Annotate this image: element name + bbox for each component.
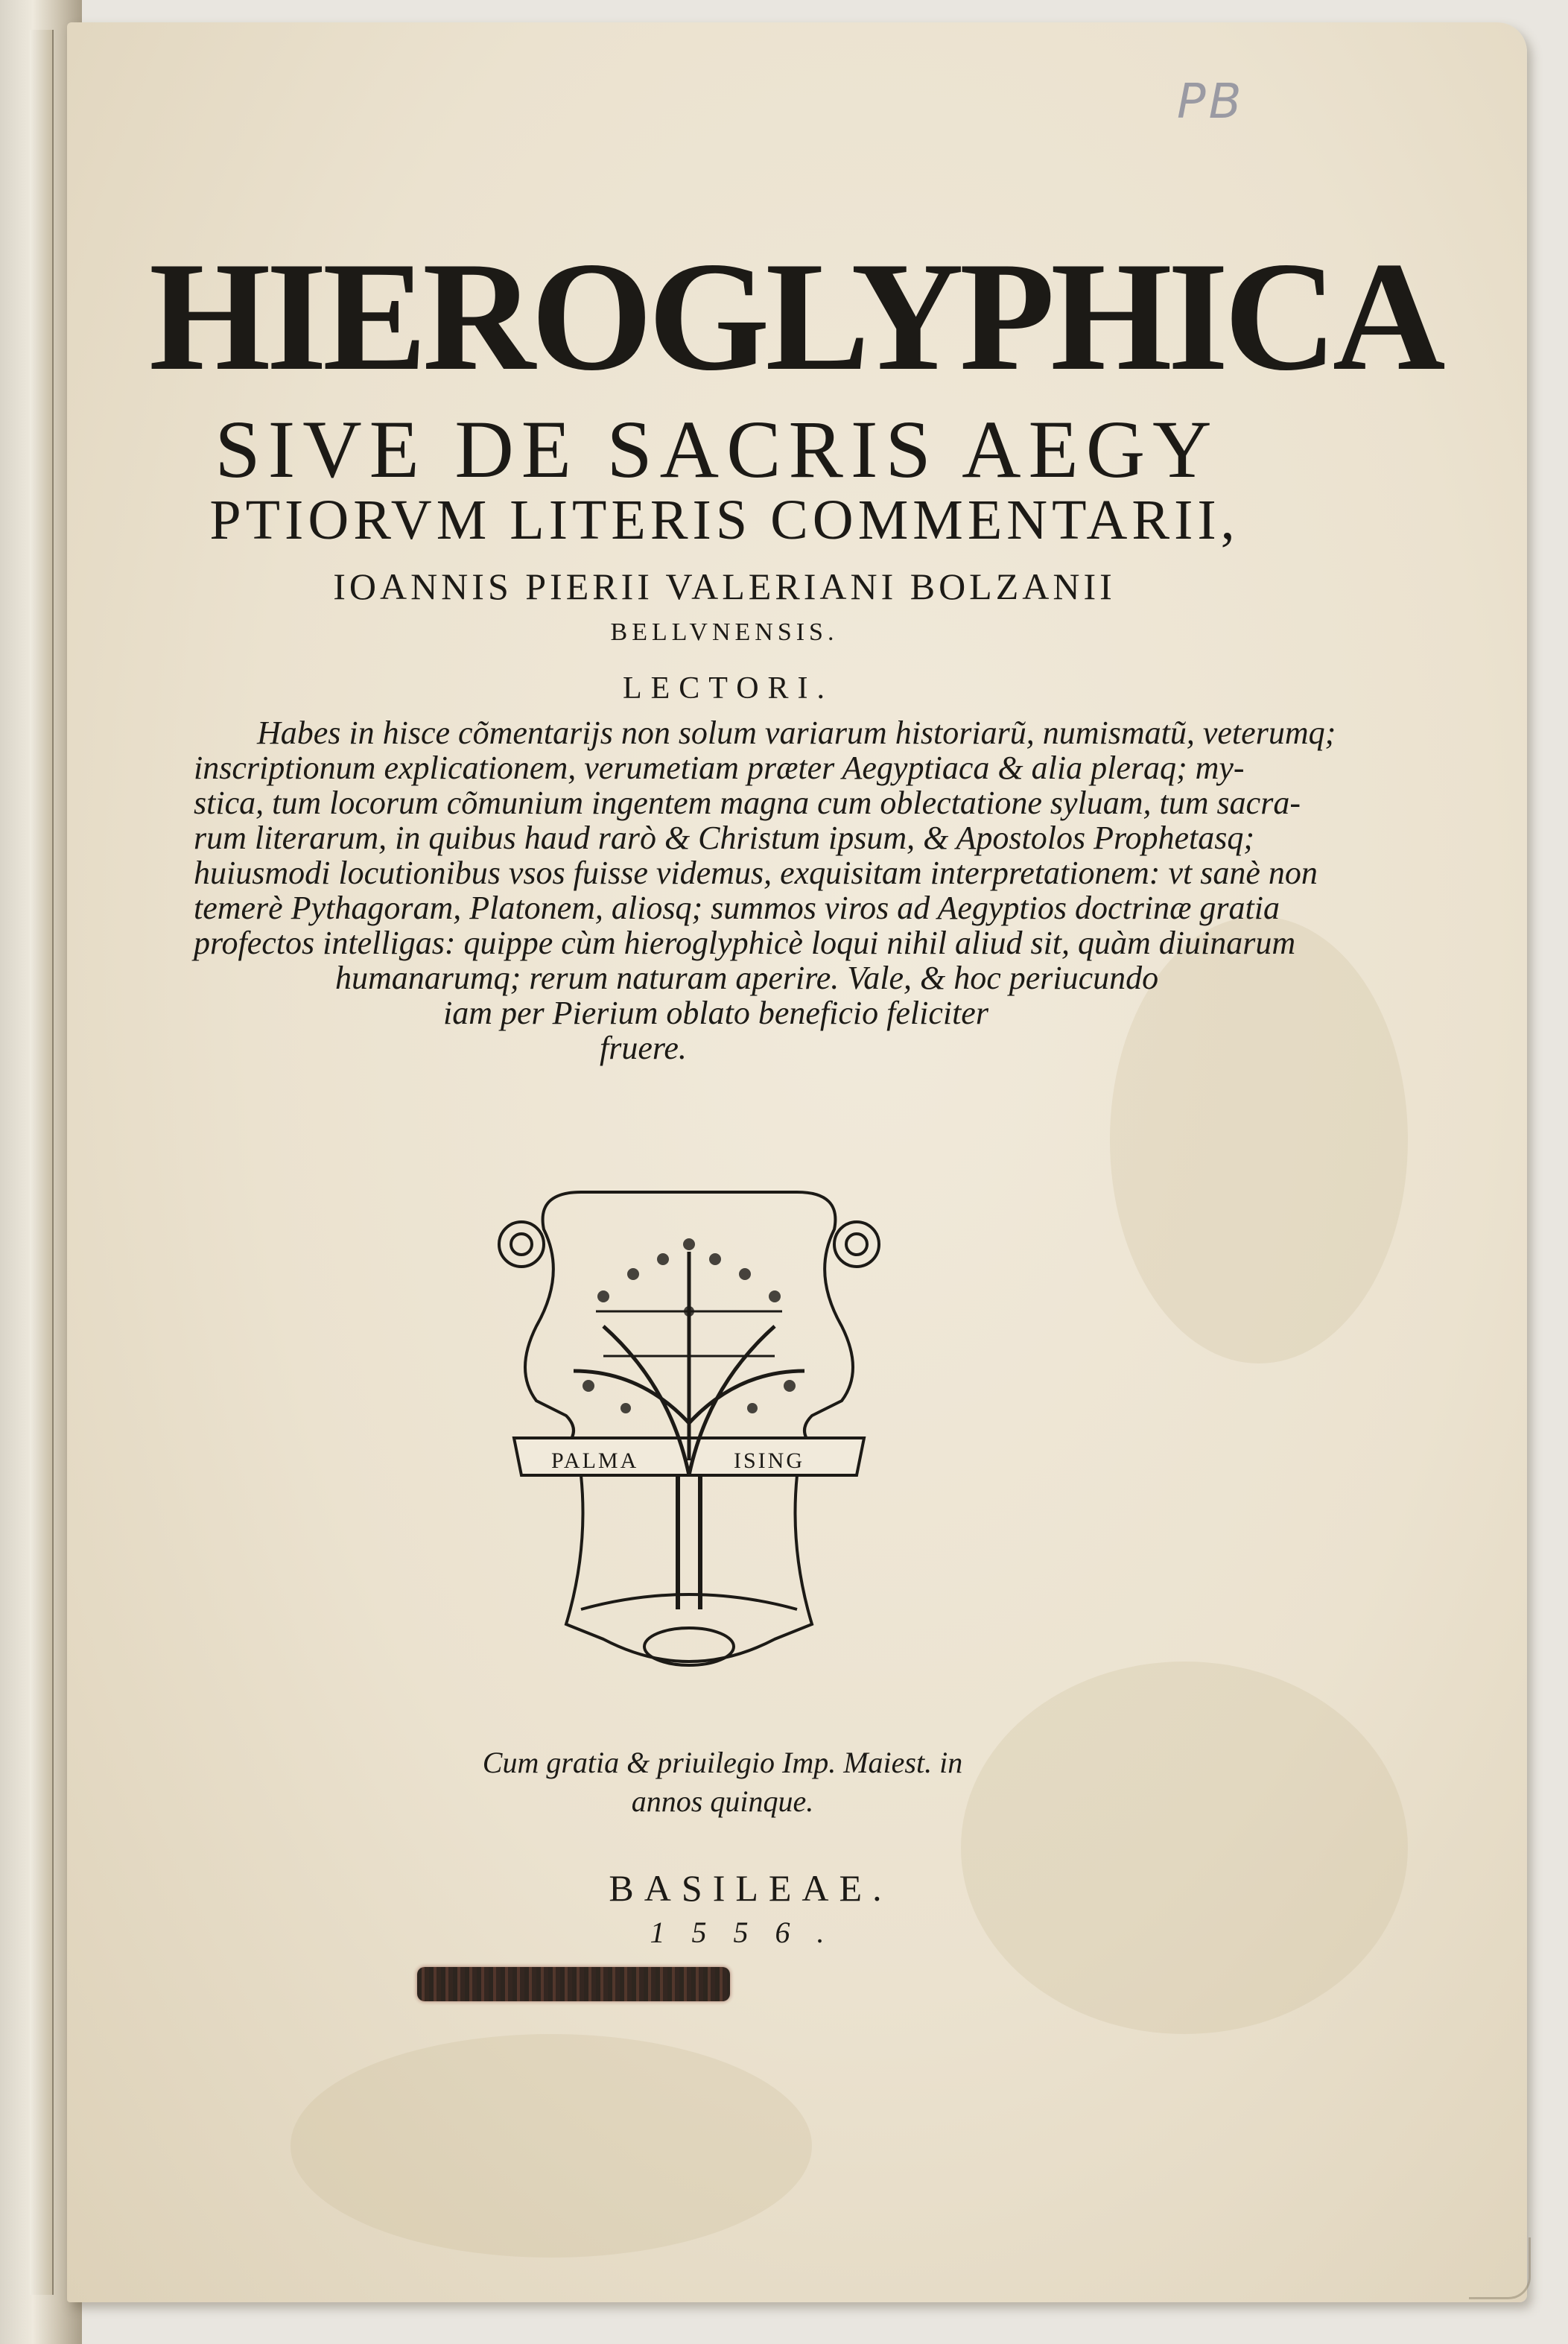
preface-line: huiusmodi locutionibus vsos fuisse videmus, exquisitam interpretationem: vt sanè non xyxy=(194,855,1318,891)
preface-line: humanarumq; rerum naturam aperire. Vale, & hoc periucundo xyxy=(335,960,1159,996)
privilege-line-2: annos quinque. xyxy=(631,1784,814,1818)
preface-line: fruere. xyxy=(600,1030,687,1066)
imprint-year: 1556. xyxy=(650,1916,851,1949)
preface-line: Habes in hisce cõmentarijs non solum variarum historiarũ, numismatũ, veterumq; xyxy=(257,715,1336,751)
preface-line: stica, tum locorum cõmunium ingentem magna cum oblectatione syluam, tum sacra- xyxy=(194,785,1301,821)
pencil-annotation: PB xyxy=(1177,75,1245,130)
printers-mark xyxy=(492,1162,886,1676)
preface-line: inscriptionum explicationem, verumetiam præter Aegyptiaca & alia pleraq; my- xyxy=(194,750,1245,786)
binding-edge xyxy=(30,30,54,2295)
page-corner xyxy=(1469,2237,1531,2299)
ink-redaction xyxy=(417,1967,730,2001)
motto-left: PALMA xyxy=(551,1448,639,1473)
preface-text xyxy=(186,715,1336,1066)
subtitle-line-1: SIVE DE SACRIS AEGY xyxy=(215,404,1219,495)
preface-line: profectos intelligas: quippe cùm hieroglyphicè loqui nihil aliud sit, quàm diuinarum xyxy=(194,925,1296,961)
preface-line: temerè Pythagoram, Platonem, aliosq; summos viros ad Aegyptios doctrinæ gratia xyxy=(194,890,1280,926)
preface-heading: LECTORI. xyxy=(622,671,834,706)
subtitle-line-2: PTIORVM LITERIS COMMENTARII, xyxy=(209,489,1240,551)
privilege-notice xyxy=(462,1743,983,1821)
imprint-place: BASILEAE. xyxy=(609,1867,892,1909)
privilege-line-1: Cum gratia & priuilegio Imp. Maiest. in xyxy=(482,1746,963,1779)
author-origin: BELLVNENSIS. xyxy=(610,618,839,646)
book-title: HIEROGLYPHICA xyxy=(149,230,1441,403)
motto-right: ISING xyxy=(734,1448,804,1473)
preface-line: rum literarum, in quibus haud rarò & Christum ipsum, & Apostolos Prophetasq; xyxy=(194,820,1255,856)
preface-line: iam per Pierium oblato beneficio feliciter xyxy=(443,995,988,1031)
author-line: IOANNIS PIERII VALERIANI BOLZANII xyxy=(333,566,1116,607)
